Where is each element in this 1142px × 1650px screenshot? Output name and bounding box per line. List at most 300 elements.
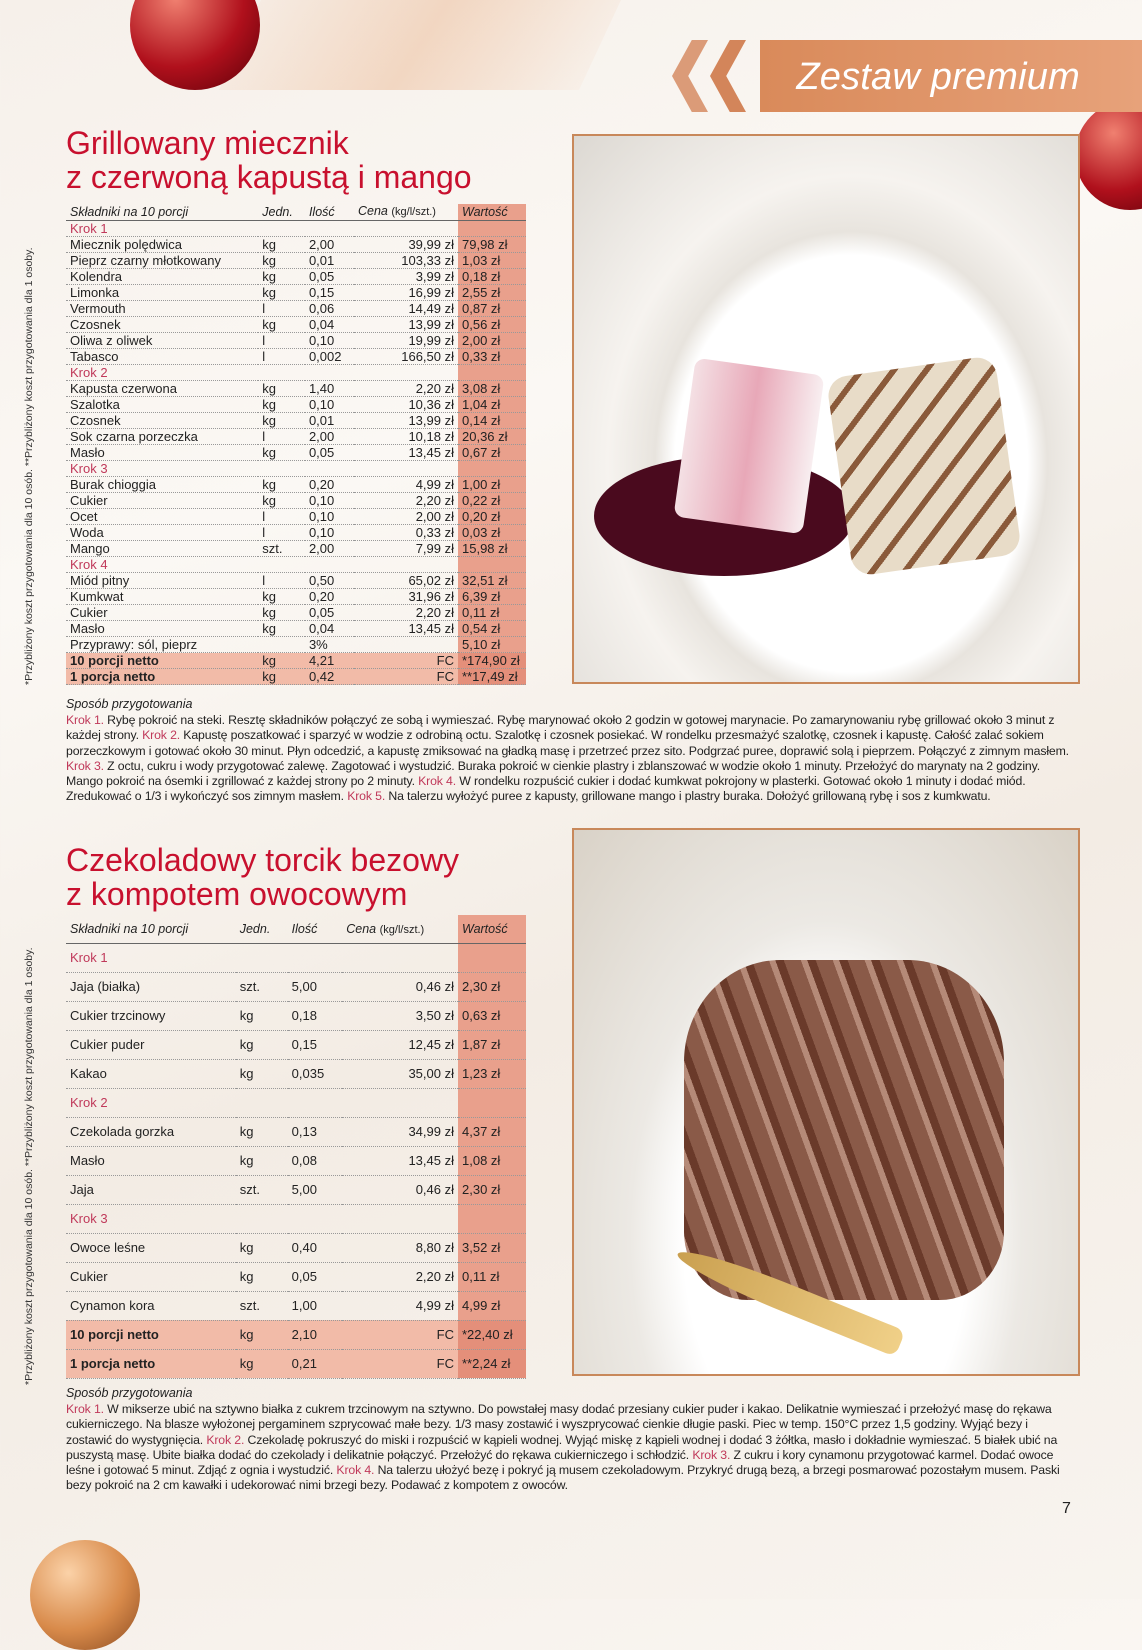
price-cell: 65,02 zł	[354, 573, 458, 589]
col-price-unit: (kg/l/szt.)	[391, 206, 436, 218]
table-row	[66, 1030, 526, 1059]
unit-cell: l	[258, 429, 305, 445]
ingredient-name: Miecznik polędwica	[66, 237, 258, 253]
qty-cell: 0,50	[305, 573, 354, 589]
ingredient-name: Mango	[66, 541, 258, 557]
qty-cell: 5,00	[288, 972, 343, 1001]
ingredient-name: 10 porcji netto	[66, 653, 258, 669]
qty-cell: 0,04	[305, 621, 354, 637]
price-cell: FC	[354, 653, 458, 669]
price-cell: 34,99 zł	[342, 1117, 458, 1146]
step-text: W rondelku rozpuścić cukier i dodać kumkwat pokrojony w plasterki. Gotować około 1 minuty i dodać miód. Zredukować o 1/3 i wykończyć sos zimnym masłem.	[66, 774, 1026, 804]
table-row	[66, 1059, 526, 1088]
value-cell: **2,24 zł	[458, 1349, 526, 1378]
step-marker: Krok 3.	[692, 1447, 731, 1462]
christmas-bauble-red	[1075, 100, 1142, 210]
unit-cell: kg	[258, 493, 305, 509]
table-row	[66, 397, 526, 413]
table-row	[66, 301, 526, 317]
chevron-left-icon	[710, 40, 746, 112]
ingredient-name: Przyprawy: sól, pieprz	[66, 637, 258, 653]
price-cell: 39,99 zł	[354, 237, 458, 253]
step-label: Krok 2	[66, 365, 458, 381]
unit-cell: l	[258, 573, 305, 589]
value-cell: 1,08 zł	[458, 1146, 526, 1175]
step-label: Krok 2	[66, 1088, 458, 1117]
qty-cell: 0,21	[288, 1349, 343, 1378]
ingredient-name: Vermouth	[66, 301, 258, 317]
qty-cell: 5,00	[288, 1175, 343, 1204]
total-row	[66, 653, 526, 669]
cost-footnote: *Przybliżony koszt przygotowania dla 10 osób. **Przybliżony koszt przygotowania dla 1 osoby.	[23, 247, 35, 685]
qty-cell: 2,00	[305, 237, 354, 253]
unit-cell: kg	[258, 253, 305, 269]
page-number: 7	[1062, 1500, 1071, 1517]
value-cell: 5,10 zł	[458, 637, 526, 653]
price-cell: 3,50 zł	[342, 1001, 458, 1030]
ingredient-name: Masło	[66, 621, 258, 637]
ingredient-name: Sok czarna porzeczka	[66, 429, 258, 445]
qty-cell: 0,05	[288, 1262, 343, 1291]
ingredient-name: Czekolada gorzka	[66, 1117, 236, 1146]
table-row	[66, 509, 526, 525]
col-ingredients: Składniki na 10 porcji	[66, 204, 258, 221]
qty-cell: 1,00	[288, 1291, 343, 1320]
price-cell: 0,33 zł	[354, 525, 458, 541]
ingredient-name: Jaja (białka)	[66, 972, 236, 1001]
price-cell: 166,50 zł	[354, 349, 458, 365]
unit-cell: kg	[258, 285, 305, 301]
cost-footnote: *Przybliżony koszt przygotowania dla 10 osób. **Przybliżony koszt przygotowania dla 1 osoby.	[23, 947, 35, 1385]
value-cell: 2,30 zł	[458, 972, 526, 1001]
value-cell: 20,36 zł	[458, 429, 526, 445]
value-cell: *174,90 zł	[458, 653, 526, 669]
price-cell: FC	[354, 669, 458, 685]
unit-cell: kg	[258, 477, 305, 493]
step-marker: Krok 3.	[66, 758, 104, 773]
qty-cell: 0,10	[305, 333, 354, 349]
value-cell: *22,40 zł	[458, 1320, 526, 1349]
value-cell: 0,33 zł	[458, 349, 526, 365]
value-cell: 0,20 zł	[458, 509, 526, 525]
table-row	[66, 253, 526, 269]
value-cell: **17,49 zł	[458, 669, 526, 685]
value-cell: 0,11 zł	[458, 605, 526, 621]
price-cell: 7,99 zł	[354, 541, 458, 557]
step-marker: Krok 2.	[142, 728, 181, 743]
table-header	[66, 204, 526, 221]
unit-cell: kg	[258, 621, 305, 637]
table-row	[66, 1233, 526, 1262]
step-marker: Krok 1.	[66, 713, 104, 727]
ingredient-name: Oliwa z oliwek	[66, 333, 258, 349]
col-price-unit: (kg/l/szt.)	[379, 923, 425, 936]
table-row	[66, 605, 526, 621]
step-text: Na talerzu ułożyć bezę i pokryć ją musem czekoladowym. Przykryć drugą bezą, a brzegi posmarować pozostałym musem. Paski bezy pokroić na 2 cm kawałki i udekorować nimi brzegi bezy. Podawać z kompotem z owoców.	[66, 1463, 1060, 1493]
unit-cell: kg	[258, 237, 305, 253]
ingredient-name: Woda	[66, 525, 258, 541]
value-cell: 0,18 zł	[458, 269, 526, 285]
step-text: W mikserze ubić na sztywno białka z cukrem trzcinowym na sztywno. Do powstałej masy dodać przesiany cukier puder i kakao. Delikatnie wymieszać i przełożyć masę do rękawa cukierniczego. Na blasze wyłożonej pergaminem szprycować małe bezy. 1/3 masy zostawić i wyszprycować cienkie długie paski. Piec w temp. 150°C przez 1,5 godziny. Wyjąć bezy i zostawić do wystygnięcia.	[66, 1402, 1052, 1447]
qty-cell: 0,035	[288, 1059, 343, 1088]
total-row	[66, 669, 526, 685]
method-heading: Sposób przygotowania	[66, 1386, 193, 1400]
price-cell: 12,45 zł	[342, 1030, 458, 1059]
value-cell: 0,87 zł	[458, 301, 526, 317]
price-cell: 8,80 zł	[342, 1233, 458, 1262]
unit-cell: kg	[258, 397, 305, 413]
qty-cell: 0,08	[288, 1146, 343, 1175]
unit-cell: kg	[258, 605, 305, 621]
qty-cell: 0,10	[305, 525, 354, 541]
table-row	[66, 621, 526, 637]
qty-cell: 2,00	[305, 541, 354, 557]
value-cell	[458, 365, 526, 381]
unit-cell: szt.	[258, 541, 305, 557]
total-row	[66, 1349, 526, 1378]
unit-cell: kg	[236, 1146, 288, 1175]
banner-title: Zestaw premium	[796, 56, 1080, 98]
price-cell: 4,99 zł	[342, 1291, 458, 1320]
qty-cell: 3%	[305, 637, 354, 653]
value-cell: 6,39 zł	[458, 589, 526, 605]
ingredient-name: 1 porcja netto	[66, 669, 258, 685]
unit-cell: l	[258, 349, 305, 365]
price-cell: 0,46 zł	[342, 1175, 458, 1204]
qty-cell: 2,10	[288, 1320, 343, 1349]
step-row	[66, 557, 526, 573]
value-cell: 0,03 zł	[458, 525, 526, 541]
value-cell: 2,00 zł	[458, 333, 526, 349]
step-marker: Krok 2.	[206, 1432, 245, 1447]
price-cell: 2,20 zł	[354, 605, 458, 621]
price-cell: 2,20 zł	[354, 381, 458, 397]
method-text	[66, 1402, 1076, 1494]
value-cell: 3,08 zł	[458, 381, 526, 397]
qty-cell: 0,42	[305, 669, 354, 685]
ingredient-name: Jaja	[66, 1175, 236, 1204]
price-cell: 3,99 zł	[354, 269, 458, 285]
total-row	[66, 1320, 526, 1349]
step-text: Na talerzu wyłożyć puree z kapusty, grillowane mango i plastry buraka. Dołożyć grillowaną rybę i sos z kumkwatu.	[385, 789, 991, 804]
unit-cell: kg	[236, 1059, 288, 1088]
qty-cell: 0,20	[305, 477, 354, 493]
unit-cell: kg	[236, 1320, 288, 1349]
col-price	[342, 915, 458, 943]
ingredients-table	[66, 204, 526, 685]
ingredient-name: Cukier	[66, 1262, 236, 1291]
ingredient-name: 1 porcja netto	[66, 1349, 236, 1378]
table-row	[66, 1175, 526, 1204]
step-label: Krok 1	[66, 221, 458, 237]
step-marker: Krok 5.	[347, 789, 386, 804]
step-row	[66, 1088, 526, 1117]
unit-cell	[258, 637, 305, 653]
qty-cell: 0,05	[305, 445, 354, 461]
section-banner	[760, 40, 1142, 112]
ingredient-name: Szalotka	[66, 397, 258, 413]
table-row	[66, 317, 526, 333]
ingredient-name: Cukier trzcinowy	[66, 1001, 236, 1030]
value-cell	[458, 221, 526, 237]
christmas-bauble-gold	[30, 1540, 140, 1650]
qty-cell: 1,40	[305, 381, 354, 397]
price-cell: 31,96 zł	[354, 589, 458, 605]
col-qty: Ilość	[288, 915, 343, 943]
qty-cell: 0,18	[288, 1001, 343, 1030]
col-qty: Ilość	[305, 204, 354, 221]
value-cell: 4,99 zł	[458, 1291, 526, 1320]
table-row	[66, 333, 526, 349]
col-value: Wartość	[458, 915, 526, 943]
table-row	[66, 1117, 526, 1146]
qty-cell: 0,10	[305, 493, 354, 509]
ingredient-name: Ocet	[66, 509, 258, 525]
ingredients-table	[66, 915, 526, 1379]
unit-cell: kg	[236, 1233, 288, 1262]
value-cell: 0,11 zł	[458, 1262, 526, 1291]
ingredient-name: Cynamon kora	[66, 1291, 236, 1320]
price-cell: 13,99 zł	[354, 413, 458, 429]
value-cell	[458, 557, 526, 573]
col-value: Wartość	[458, 204, 526, 221]
value-cell: 1,23 zł	[458, 1059, 526, 1088]
value-cell: 2,55 zł	[458, 285, 526, 301]
unit-cell: kg	[236, 1117, 288, 1146]
qty-cell: 0,002	[305, 349, 354, 365]
price-cell: 0,46 zł	[342, 972, 458, 1001]
unit-cell: szt.	[236, 972, 288, 1001]
step-label: Krok 1	[66, 943, 458, 972]
step-text: Z cukru i kory cynamonu przygotować karmel. Dodać owoce leśne i gotować 5 minut. Zdjąć z ognia i wystudzić.	[66, 1447, 1054, 1478]
step-row	[66, 461, 526, 477]
value-cell: 0,67 zł	[458, 445, 526, 461]
price-cell: 10,18 zł	[354, 429, 458, 445]
value-cell: 0,22 zł	[458, 493, 526, 509]
step-row	[66, 365, 526, 381]
table-row	[66, 1146, 526, 1175]
table-row	[66, 429, 526, 445]
qty-cell: 0,15	[288, 1030, 343, 1059]
unit-cell: kg	[258, 653, 305, 669]
value-cell: 1,03 zł	[458, 253, 526, 269]
qty-cell: 0,05	[305, 269, 354, 285]
dish-photo-meringue-cake	[572, 828, 1080, 1376]
unit-cell: kg	[258, 317, 305, 333]
dish-photo-swordfish	[572, 134, 1080, 684]
step-marker: Krok 4.	[336, 1463, 375, 1478]
unit-cell: l	[258, 301, 305, 317]
ingredient-name: Tabasco	[66, 349, 258, 365]
table-row	[66, 1001, 526, 1030]
value-cell	[458, 1088, 526, 1117]
value-cell	[458, 461, 526, 477]
qty-cell: 0,40	[288, 1233, 343, 1262]
table-row	[66, 493, 526, 509]
price-cell: 10,36 zł	[354, 397, 458, 413]
method-text	[66, 713, 1076, 805]
step-row	[66, 943, 526, 972]
ingredient-name: Cukier	[66, 493, 258, 509]
step-text: Z octu, cukru i wody przygotować zalewę. Zagotować i wystudzić. Buraka pokroić w cienkie plastry i zblanszować w wodzie około 1 minuty. Przełożyć do marynaty na 2 godziny. Mango pokroić na ósemki i zgrillować z każdej strony po 2 minuty.	[66, 758, 1040, 789]
unit-cell: kg	[258, 445, 305, 461]
chevron-left-icon	[672, 40, 708, 112]
ingredient-name: Czosnek	[66, 413, 258, 429]
ingredient-name: Kumkwat	[66, 589, 258, 605]
title-line: Grillowany miecznik	[66, 125, 349, 161]
table-row	[66, 349, 526, 365]
price-cell: FC	[342, 1349, 458, 1378]
value-cell: 2,30 zł	[458, 1175, 526, 1204]
price-cell: 16,99 zł	[354, 285, 458, 301]
qty-cell: 0,20	[305, 589, 354, 605]
col-ingredients: Składniki na 10 porcji	[66, 915, 236, 943]
step-text: Kapustę poszatkować i sparzyć w wodzie z odrobiną octu. Szalotkę i czosnek posiekać. W rondelku przesmażyć szalotkę, czosnek i kapustę. Całość zalać sokiem porzeczkowym i gotować około 30 minut. Płyn odcedzić, a kapustę zmiksować na gładką masę i przetrzeć przez sito. Podgrzać puree, doprawić solą i pieprzem. Połączyć z zimnym masłem.	[66, 728, 1069, 758]
title-line: z kompotem owocowym	[66, 876, 408, 912]
price-cell: 35,00 zł	[342, 1059, 458, 1088]
unit-cell: kg	[236, 1262, 288, 1291]
ribbon-decoration	[219, 0, 621, 90]
price-cell: 2,20 zł	[342, 1262, 458, 1291]
table-row	[66, 573, 526, 589]
ingredient-name: Cukier	[66, 605, 258, 621]
ingredient-name: Pieprz czarny młotkowany	[66, 253, 258, 269]
ingredient-name: Limonka	[66, 285, 258, 301]
qty-cell: 0,10	[305, 509, 354, 525]
value-cell: 32,51 zł	[458, 573, 526, 589]
qty-cell: 0,01	[305, 253, 354, 269]
col-unit: Jedn.	[236, 915, 288, 943]
step-text: Czekoladę pokruszyć do miski i rozpuścić w kąpieli wodnej. Wyjąć miskę z kąpieli wodnej i dodać 3 żółtka, masło i dokładnie wymieszać. 5 białek ubić na puszystą masę. Ubite białka dodać do czekolady i delikatnie połączyć. Przełożyć do rękawa cukierniczego i schłodzić.	[66, 1432, 1058, 1462]
price-cell: 19,99 zł	[354, 333, 458, 349]
value-cell: 1,00 zł	[458, 477, 526, 493]
price-cell: 103,33 zł	[354, 253, 458, 269]
value-cell: 4,37 zł	[458, 1117, 526, 1146]
price-cell: 2,00 zł	[354, 509, 458, 525]
ingredient-name: Miód pitny	[66, 573, 258, 589]
table-row	[66, 285, 526, 301]
table-row	[66, 1262, 526, 1291]
unit-cell: kg	[236, 1001, 288, 1030]
price-cell: 13,45 zł	[354, 445, 458, 461]
qty-cell: 4,21	[305, 653, 354, 669]
unit-cell: szt.	[236, 1291, 288, 1320]
value-cell	[458, 1204, 526, 1233]
col-price	[354, 204, 458, 221]
ingredient-name: Owoce leśne	[66, 1233, 236, 1262]
title-line: Czekoladowy torcik bezowy	[66, 842, 460, 878]
table-row	[66, 972, 526, 1001]
method-heading: Sposób przygotowania	[66, 697, 193, 711]
unit-cell: kg	[236, 1349, 288, 1378]
step-label: Krok 3	[66, 461, 458, 477]
ingredient-name: Kapusta czerwona	[66, 381, 258, 397]
table-row	[66, 477, 526, 493]
value-cell: 1,04 zł	[458, 397, 526, 413]
price-cell: FC	[342, 1320, 458, 1349]
qty-cell: 0,13	[288, 1117, 343, 1146]
col-price-label: Cena	[357, 204, 388, 218]
unit-cell: kg	[258, 413, 305, 429]
ingredient-name: Masło	[66, 1146, 236, 1175]
qty-cell: 0,10	[305, 397, 354, 413]
value-cell: 0,63 zł	[458, 1001, 526, 1030]
unit-cell: kg	[236, 1030, 288, 1059]
step-text: Rybę pokroić na steki. Resztę składników połączyć ze sobą i wymieszać. Rybę marynować około 2 godzin w gotowej marynacie. Po zamarynowaniu rybę grillować około 3 minut z każdej strony.	[66, 713, 1055, 743]
value-cell	[458, 943, 526, 972]
unit-cell: kg	[258, 669, 305, 685]
ingredient-name: Kolendra	[66, 269, 258, 285]
table-row	[66, 589, 526, 605]
col-price-label: Cena	[346, 921, 377, 936]
table-header	[66, 915, 526, 943]
title-line: z czerwoną kapustą i mango	[66, 159, 472, 195]
qty-cell: 2,00	[305, 429, 354, 445]
value-cell: 15,98 zł	[458, 541, 526, 557]
ingredient-name: Burak chioggia	[66, 477, 258, 493]
price-cell: 14,49 zł	[354, 301, 458, 317]
value-cell: 0,54 zł	[458, 621, 526, 637]
table-row	[66, 1291, 526, 1320]
qty-cell: 0,15	[305, 285, 354, 301]
step-label: Krok 3	[66, 1204, 458, 1233]
table-row	[66, 237, 526, 253]
table-row	[66, 413, 526, 429]
value-cell: 0,56 zł	[458, 317, 526, 333]
unit-cell: l	[258, 509, 305, 525]
step-row	[66, 221, 526, 237]
table-row	[66, 445, 526, 461]
unit-cell: l	[258, 333, 305, 349]
table-row	[66, 381, 526, 397]
price-cell: 13,45 zł	[354, 621, 458, 637]
unit-cell: szt.	[236, 1175, 288, 1204]
step-label: Krok 4	[66, 557, 458, 573]
value-cell: 1,87 zł	[458, 1030, 526, 1059]
step-marker: Krok 1.	[66, 1402, 104, 1416]
ingredient-name: Czosnek	[66, 317, 258, 333]
value-cell: 79,98 zł	[458, 237, 526, 253]
price-cell: 13,99 zł	[354, 317, 458, 333]
price-cell: 4,99 zł	[354, 477, 458, 493]
ingredient-name: Cukier puder	[66, 1030, 236, 1059]
price-cell: 13,45 zł	[342, 1146, 458, 1175]
ingredient-name: 10 porcji netto	[66, 1320, 236, 1349]
value-cell: 0,14 zł	[458, 413, 526, 429]
unit-cell: kg	[258, 269, 305, 285]
table-row	[66, 541, 526, 557]
price-cell	[354, 637, 458, 653]
unit-cell: kg	[258, 589, 305, 605]
ingredient-name: Kakao	[66, 1059, 236, 1088]
step-row	[66, 1204, 526, 1233]
step-marker: Krok 4.	[418, 774, 457, 789]
qty-cell: 0,04	[305, 317, 354, 333]
qty-cell: 0,06	[305, 301, 354, 317]
unit-cell: kg	[258, 381, 305, 397]
recipe-title	[66, 126, 472, 194]
table-row	[66, 525, 526, 541]
unit-cell: l	[258, 525, 305, 541]
qty-cell: 0,01	[305, 413, 354, 429]
table-row	[66, 637, 526, 653]
col-unit: Jedn.	[258, 204, 305, 221]
recipe-title	[66, 843, 459, 911]
price-cell: 2,20 zł	[354, 493, 458, 509]
ingredient-name: Masło	[66, 445, 258, 461]
table-row	[66, 269, 526, 285]
qty-cell: 0,05	[305, 605, 354, 621]
